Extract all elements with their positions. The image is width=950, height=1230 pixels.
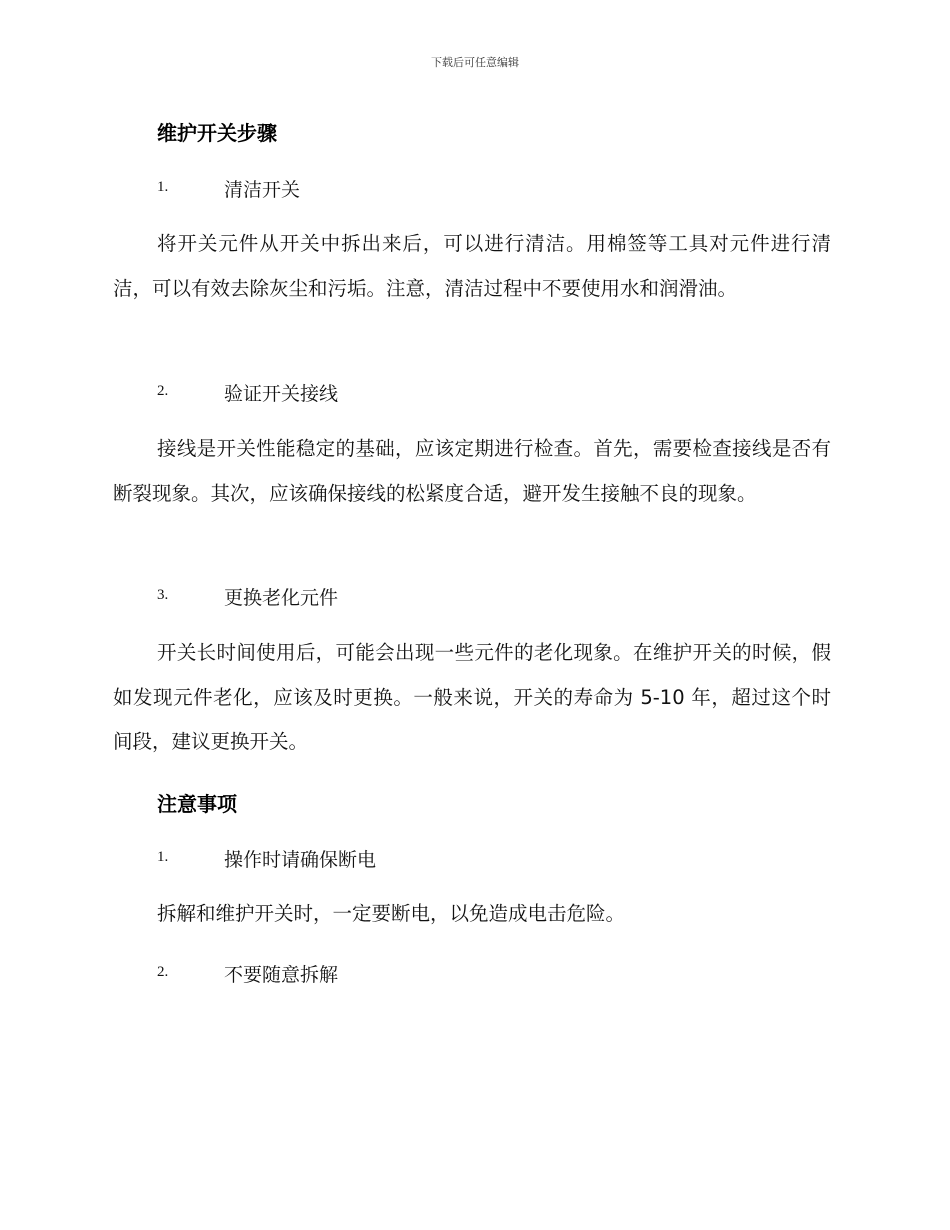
list-item-number: 2. — [157, 964, 169, 980]
list-item-number: 2. — [157, 383, 169, 399]
body-paragraph: 拆解和维护开关时，一定要断电，以免造成电击危险。 — [157, 902, 626, 925]
list-item-label: 更换老化元件 — [224, 587, 339, 609]
section-heading: 维护开关步骤 — [157, 121, 277, 145]
page-header-note: 下载后可任意编辑 — [431, 56, 519, 69]
body-paragraph: 开关长时间使用后，可能会出现一些元件的老化现象。在维护开关的时候，假如发现元件老化，应该及时更换。一般来说，开关的寿命为 5-10 年，超过这个时间段，建议更换开关。 — [113, 641, 831, 753]
list-item-label: 操作时请确保断电 — [224, 849, 377, 871]
list-item-number: 3. — [157, 587, 169, 603]
body-paragraph: 接线是开关性能稳定的基础，应该定期进行检查。首先，需要检查接线是否有断裂现象。其次，应该确保接线的松紧度合适，避开发生接触不良的现象。 — [113, 437, 831, 505]
section-heading: 注意事项 — [157, 792, 237, 816]
list-item-label: 不要随意拆解 — [224, 964, 339, 986]
list-item-label: 验证开关接线 — [224, 383, 339, 405]
list-item-label: 清洁开关 — [224, 179, 301, 201]
list-item-number: 1. — [157, 179, 169, 195]
list-item-number: 1. — [157, 849, 169, 865]
body-paragraph: 将开关元件从开关中拆出来后，可以进行清洁。用棉签等工具对元件进行清洁，可以有效去除灰尘和污垢。注意，清洁过程中不要使用水和润滑油。 — [113, 232, 831, 300]
